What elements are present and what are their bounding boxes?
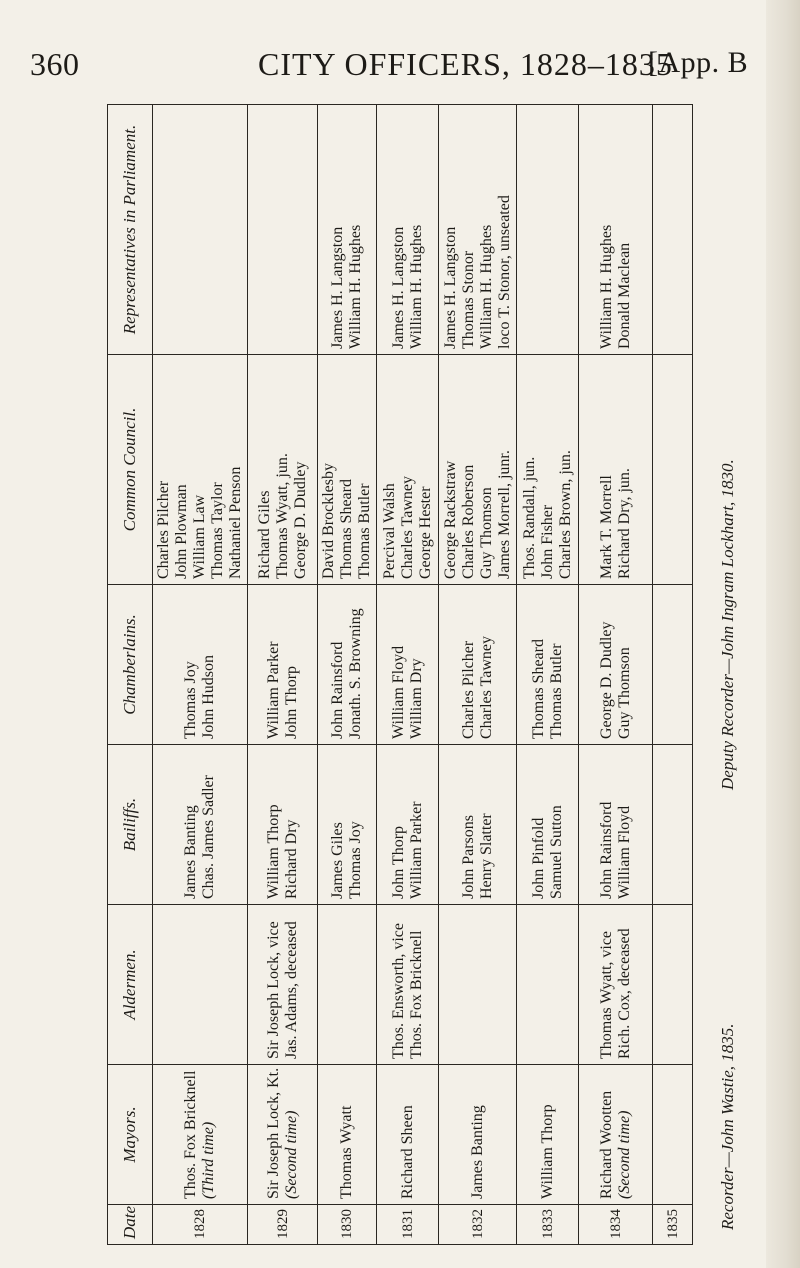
cell-aldermen xyxy=(318,905,377,1065)
cell-line: James Morrell, junr. xyxy=(495,450,513,579)
cell-line: Mark T. Morrell xyxy=(597,475,615,579)
cell-representatives xyxy=(653,105,693,355)
cell-aldermen xyxy=(248,905,318,1065)
cell-chamberlains xyxy=(653,585,693,745)
cell-mayor xyxy=(153,1065,248,1205)
appendix-label: [App. B xyxy=(648,46,749,79)
cell-aldermen xyxy=(579,905,653,1065)
cell-line: Richard Dry xyxy=(282,819,300,899)
cell-line: David Brocklesby xyxy=(320,463,337,579)
cell-line: loco T. Stonor, unseated xyxy=(495,195,513,349)
cell-line: James Banting xyxy=(468,1105,486,1199)
cell-line: Thomas Taylor xyxy=(209,482,226,579)
cell-date: 1829 xyxy=(248,1205,318,1245)
cell-aldermen xyxy=(377,905,439,1065)
cell-line: William Thorp xyxy=(264,804,282,899)
cell-line: Thos. Fox Bricknell xyxy=(407,930,425,1059)
cell-line: Charles Brown, jun. xyxy=(556,450,574,579)
cell-line: Thos. Ensworth, vice xyxy=(389,923,407,1059)
col-header-mayors: Mayors. xyxy=(108,1065,153,1205)
page-header xyxy=(0,0,800,92)
footer-notes xyxy=(700,320,760,1230)
cell-line: Rich. Cox, deceased xyxy=(615,928,633,1059)
cell-date: 1834 xyxy=(579,1205,653,1245)
cell-line: Charles Roberson xyxy=(459,464,477,579)
cell-line: (Second time) xyxy=(615,1110,633,1199)
cell-chamberlains xyxy=(439,585,517,745)
cell-line: Sir Joseph Lock, vice xyxy=(264,921,282,1059)
cell-line: Jas. Adams, deceased xyxy=(282,921,300,1059)
cell-representatives xyxy=(517,105,579,355)
cell-line: Thomas Wyatt, jun. xyxy=(273,453,291,579)
cell-common-council xyxy=(439,355,517,585)
col-header-date: Date xyxy=(108,1205,153,1245)
cell-line: Richard Sheen xyxy=(398,1105,416,1199)
cell-representatives xyxy=(248,105,318,355)
cell-representatives xyxy=(318,105,377,355)
cell-line: Percival Walsh xyxy=(380,483,398,579)
cell-common-council xyxy=(653,355,693,585)
cell-chamberlains xyxy=(579,585,653,745)
col-header-bailiffs: Bailiffs. xyxy=(108,745,153,905)
page-number: 360 xyxy=(30,46,80,82)
cell-line: John Thorp xyxy=(282,665,300,739)
cell-line: Thomas Sheard xyxy=(529,639,547,739)
cell-date: 1833 xyxy=(517,1205,579,1245)
cell-bailiffs xyxy=(377,745,439,905)
cell-bailiffs xyxy=(318,745,377,905)
cell-line: Thomas Joy xyxy=(182,661,199,739)
cell-aldermen xyxy=(517,905,579,1065)
table-row xyxy=(579,105,653,1245)
cell-line: (Third time) xyxy=(200,1121,217,1199)
cell-line: John Rainsford xyxy=(597,801,615,899)
cell-aldermen xyxy=(653,905,693,1065)
cell-common-council xyxy=(579,355,653,585)
cell-line: Chas. James Sadler xyxy=(200,775,217,899)
cell-line: James H. Langston xyxy=(441,226,459,349)
table-row xyxy=(318,105,377,1245)
cell-mayor xyxy=(318,1065,377,1205)
cell-line: John Thorp xyxy=(389,825,407,899)
cell-chamberlains xyxy=(153,585,248,745)
cell-line: Sir Joseph Lock, Kt. xyxy=(264,1067,282,1199)
cell-representatives xyxy=(579,105,653,355)
cell-bailiffs xyxy=(439,745,517,905)
cell-line: William H. Hughes xyxy=(477,224,495,349)
cell-common-council xyxy=(153,355,248,585)
cell-line: William Law xyxy=(191,494,208,579)
table-row xyxy=(517,105,579,1245)
cell-line: William H. Hughes xyxy=(407,224,425,349)
cell-line: Charles Pilcher xyxy=(155,480,172,579)
table-row xyxy=(377,105,439,1245)
cell-bailiffs xyxy=(579,745,653,905)
cell-mayor xyxy=(439,1065,517,1205)
cell-line: John Pinfold xyxy=(529,817,547,899)
cell-line: Thomas Wyatt, vice xyxy=(597,930,615,1059)
recorder-note: Recorder—John Wastie, 1835. xyxy=(718,1023,737,1230)
cell-chamberlains xyxy=(517,585,579,745)
cell-line: James H. Langston xyxy=(389,226,407,349)
cell-bailiffs xyxy=(517,745,579,905)
cell-line: John Rainsford xyxy=(329,641,346,739)
col-header-chamberlains: Chamberlains. xyxy=(108,585,153,745)
cell-mayor xyxy=(248,1065,318,1205)
rotated-table-frame xyxy=(107,105,687,1245)
col-header-representatives: Representatives in Parliament. xyxy=(108,105,153,355)
page-scan-edge xyxy=(766,0,800,1268)
cell-line: Richard Giles xyxy=(255,490,273,579)
cell-date: 1828 xyxy=(153,1205,248,1245)
cell-line: Jonath. S. Browning xyxy=(347,608,364,739)
cell-line: James H. Langston xyxy=(329,226,346,349)
table-row xyxy=(653,105,693,1245)
cell-representatives xyxy=(377,105,439,355)
cell-line: Thomas Joy xyxy=(347,821,364,899)
cell-mayor xyxy=(517,1065,579,1205)
cell-date: 1831 xyxy=(377,1205,439,1245)
cell-bailiffs xyxy=(653,745,693,905)
cell-line: Charles Pilcher xyxy=(459,640,477,739)
cell-date: 1832 xyxy=(439,1205,517,1245)
cell-line: William H. Hughes xyxy=(347,224,364,349)
cell-line: Samuel Sutton xyxy=(547,805,565,899)
cell-line: John Parsons xyxy=(459,814,477,899)
cell-bailiffs xyxy=(153,745,248,905)
cell-chamberlains xyxy=(377,585,439,745)
cell-common-council xyxy=(517,355,579,585)
cell-line: Thomas Sheard xyxy=(338,479,355,579)
cell-line: Thomas Butler xyxy=(356,483,373,579)
cell-representatives xyxy=(153,105,248,355)
table-row xyxy=(248,105,318,1245)
cell-line: John Fisher xyxy=(538,504,556,579)
cell-line: Guy Thomson xyxy=(477,487,495,579)
officers-table-wrapper xyxy=(107,105,687,1245)
cell-line: William Parker xyxy=(264,641,282,739)
cell-date: 1835 xyxy=(653,1205,693,1245)
cell-line: (Second time) xyxy=(282,1110,300,1199)
cell-line: William Floyd xyxy=(615,805,633,899)
cell-common-council xyxy=(377,355,439,585)
cell-line: William Dry xyxy=(407,658,425,739)
cell-line: Thos. Fox Bricknell xyxy=(182,1070,199,1199)
cell-aldermen xyxy=(153,905,248,1065)
cell-chamberlains xyxy=(318,585,377,745)
cell-line: George D. Dudley xyxy=(291,461,309,579)
cell-line: William Thorp xyxy=(538,1104,556,1199)
cell-mayor xyxy=(579,1065,653,1205)
cell-common-council xyxy=(318,355,377,585)
col-header-aldermen: Aldermen. xyxy=(108,905,153,1065)
cell-line: James Giles xyxy=(329,822,346,899)
cell-line: Thos. Randall, jun. xyxy=(520,456,538,579)
deputy-recorder-note: Deputy Recorder—John Ingram Lockhart, 1830. xyxy=(718,459,737,790)
cell-line: William Floyd xyxy=(389,645,407,739)
cell-line: John Hudson xyxy=(200,654,217,739)
cell-line: Thomas Wyatt xyxy=(338,1105,355,1199)
footer-rotated xyxy=(700,320,760,1230)
cell-line: Guy Thomson xyxy=(615,647,633,739)
cell-line: George Rackstraw xyxy=(441,460,459,579)
cell-line: Charles Tawney xyxy=(398,476,416,579)
cell-line: John Plowman xyxy=(173,484,190,579)
cell-line: James Banting xyxy=(182,805,199,899)
table-row xyxy=(439,105,517,1245)
cell-date: 1830 xyxy=(318,1205,377,1245)
cell-mayor xyxy=(653,1065,693,1205)
cell-bailiffs xyxy=(248,745,318,905)
col-header-common-council: Common Council. xyxy=(108,355,153,585)
cell-line: Thomas Stonor xyxy=(459,250,477,349)
cell-line: Charles Tawney xyxy=(477,636,495,739)
cell-line: George Hester xyxy=(416,486,434,579)
cell-common-council xyxy=(248,355,318,585)
cell-line: William Parker xyxy=(407,801,425,899)
cell-representatives xyxy=(439,105,517,355)
running-title: CITY OFFICERS, 1828–1835 xyxy=(258,46,673,82)
city-officers-table xyxy=(107,104,693,1245)
cell-line: Richard Wootten xyxy=(597,1090,615,1199)
cell-line: Donald Maclean xyxy=(615,242,633,349)
table-row xyxy=(153,105,248,1245)
cell-line: Henry Slatter xyxy=(477,813,495,899)
cell-mayor xyxy=(377,1065,439,1205)
cell-line: Richard Dry, jun. xyxy=(615,468,633,579)
cell-line: William H. Hughes xyxy=(597,224,615,349)
cell-line: Nathaniel Penson xyxy=(227,466,244,579)
table-header-row xyxy=(108,105,153,1245)
cell-line: Thomas Butler xyxy=(547,643,565,739)
cell-line: George D. Dudley xyxy=(597,621,615,739)
cell-aldermen xyxy=(439,905,517,1065)
cell-chamberlains xyxy=(248,585,318,745)
